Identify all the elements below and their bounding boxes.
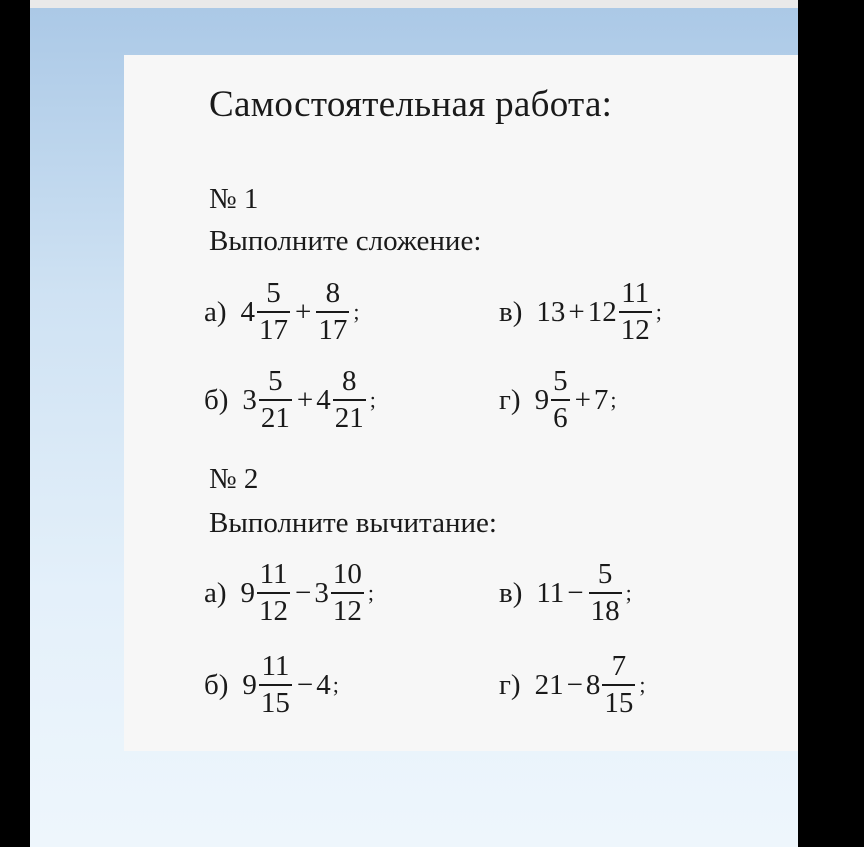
fraction	[316, 279, 349, 345]
numerator: 5	[553, 365, 568, 397]
fraction	[333, 367, 366, 433]
numerator: 8	[342, 365, 357, 397]
operator: +	[574, 383, 591, 416]
whole-number: 4	[316, 668, 331, 701]
numerator: 10	[332, 558, 362, 590]
fraction	[602, 652, 635, 718]
worksheet	[124, 55, 798, 751]
semicolon: ;	[367, 580, 375, 605]
task-2-item-a	[204, 548, 374, 638]
fraction	[257, 560, 290, 626]
numerator: 8	[325, 277, 341, 309]
task-1-instruction: Выполните сложение:	[209, 225, 482, 257]
numerator: 7	[611, 650, 627, 682]
task-1-item-a	[204, 267, 360, 357]
whole-number: 9	[242, 668, 257, 701]
denominator: 15	[602, 684, 635, 718]
fraction	[589, 560, 622, 626]
item-label: а)	[204, 295, 227, 328]
semicolon: ;	[353, 299, 360, 324]
denominator: 12	[331, 592, 364, 626]
operator: +	[568, 295, 585, 328]
top-strip	[30, 0, 798, 8]
numerator: 11	[261, 650, 290, 682]
fraction	[331, 560, 364, 626]
whole-number: 3	[242, 383, 257, 416]
operator: −	[567, 576, 584, 609]
task-2-item-v	[499, 548, 632, 638]
task-2-instruction: Выполните вычитание:	[209, 507, 497, 539]
semicolon: ;	[639, 672, 646, 697]
item-label: в)	[499, 576, 523, 609]
item-label: а)	[204, 576, 227, 609]
fraction	[257, 279, 290, 345]
item-label: г)	[499, 668, 521, 701]
whole-number: 13	[536, 295, 566, 328]
whole-number: 4	[316, 383, 331, 416]
semicolon: ;	[625, 580, 632, 605]
whole-number: 11	[536, 576, 565, 609]
whole-number: 7	[593, 383, 609, 416]
task-2-item-g	[499, 640, 646, 730]
whole-number: 4	[240, 295, 256, 328]
operator: +	[296, 383, 314, 416]
fraction	[619, 279, 652, 345]
operator: +	[295, 295, 312, 328]
denominator: 21	[333, 399, 366, 433]
denominator: 12	[619, 311, 652, 345]
numerator: 11	[259, 558, 288, 590]
whole-number: 21	[534, 668, 564, 701]
whole-number: 8	[585, 668, 601, 701]
task-1-number: № 1	[209, 183, 259, 215]
numerator: 5	[266, 277, 281, 309]
denominator: 15	[259, 684, 292, 718]
whole-number: 12	[587, 295, 617, 328]
semicolon: ;	[655, 299, 662, 324]
operator: −	[566, 668, 583, 701]
whole-number: 9	[240, 576, 256, 609]
item-label: б)	[204, 383, 229, 416]
fraction	[259, 367, 292, 433]
fraction	[551, 367, 570, 433]
operator: −	[295, 576, 312, 609]
task-1-item-g	[499, 355, 617, 445]
screen-background	[30, 0, 798, 847]
operator: −	[296, 668, 314, 701]
denominator: 6	[551, 399, 570, 433]
semicolon: ;	[369, 387, 376, 412]
numerator: 5	[597, 558, 613, 590]
worksheet-title: Самостоятельная работа:	[209, 84, 613, 125]
task-2-item-b	[204, 640, 339, 730]
denominator: 17	[316, 311, 349, 345]
item-label: в)	[499, 295, 523, 328]
task-2-number: № 2	[209, 463, 259, 495]
semicolon: ;	[332, 672, 339, 697]
semicolon: ;	[610, 387, 617, 412]
denominator: 12	[257, 592, 290, 626]
task-1-item-v	[499, 267, 662, 357]
item-label: б)	[204, 668, 229, 701]
item-label: г)	[499, 383, 521, 416]
denominator: 18	[589, 592, 622, 626]
numerator: 5	[268, 365, 283, 397]
whole-number: 9	[534, 383, 550, 416]
task-1-item-b	[204, 355, 376, 445]
denominator: 17	[257, 311, 290, 345]
fraction	[259, 652, 292, 718]
denominator: 21	[259, 399, 292, 433]
numerator: 11	[621, 277, 650, 309]
whole-number: 3	[314, 576, 329, 609]
